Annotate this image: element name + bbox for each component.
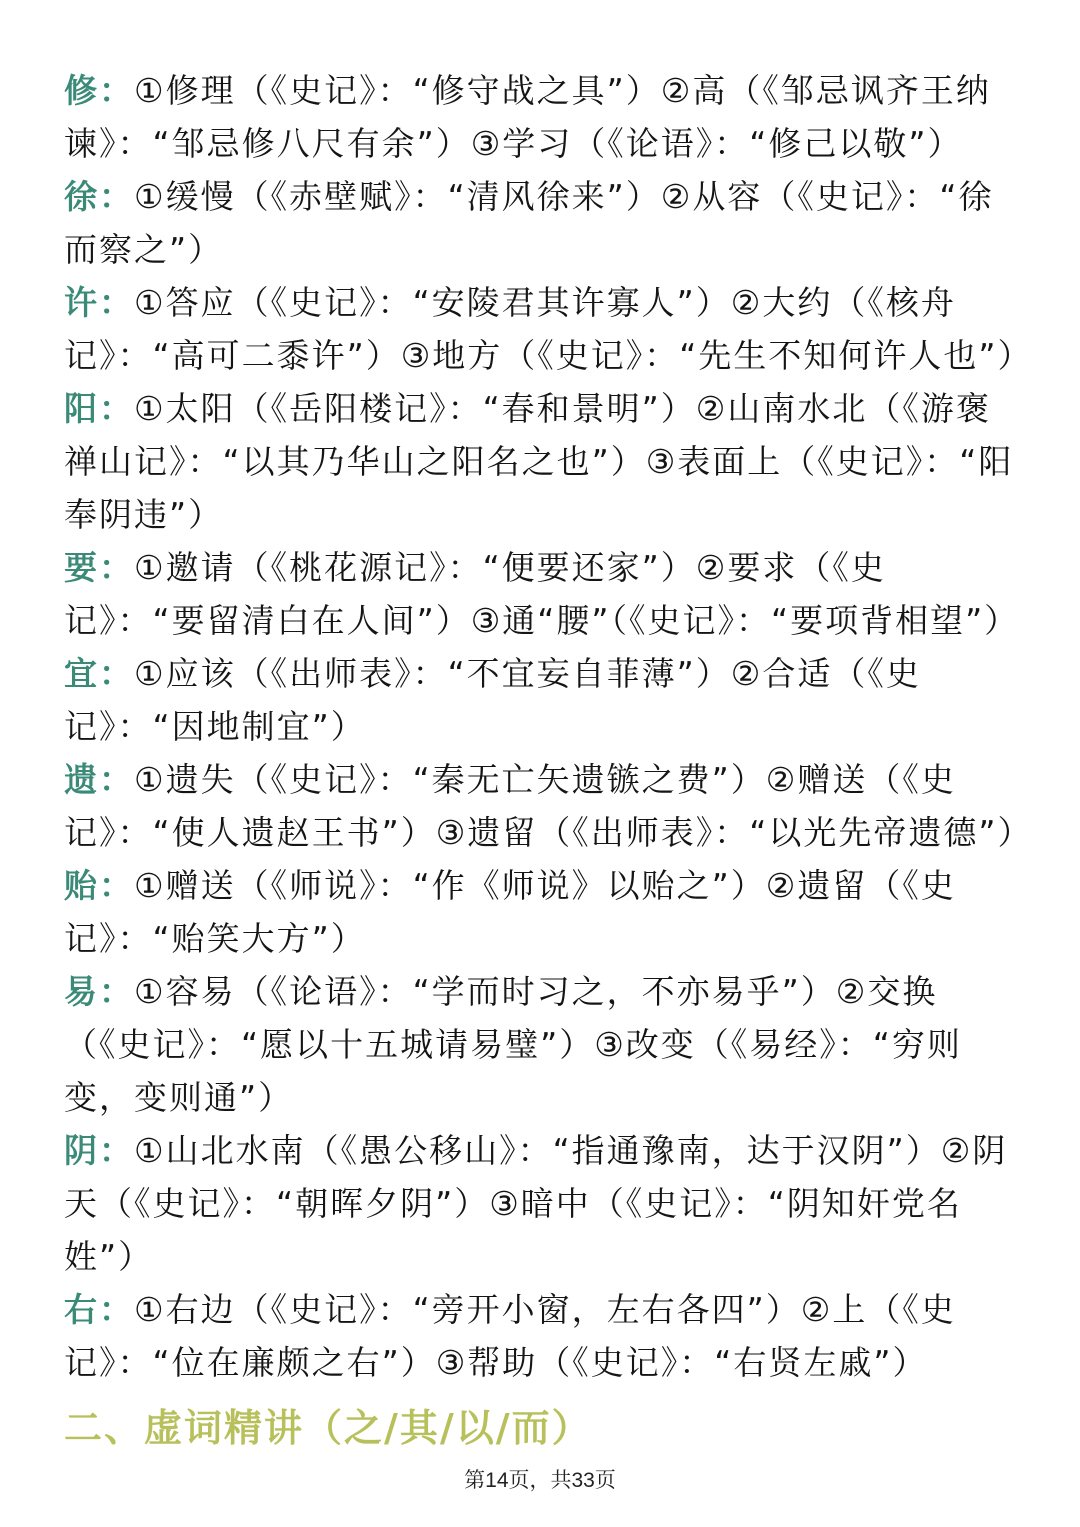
- entry-body: ①修理（《史记》：“修守战之具”）②高（《邹忌讽齐王纳谏》：“邹忌修八尺有余”）③学习（《论语》：“修己以敬”）: [64, 71, 991, 163]
- section-heading: 二、虚词精讲（之/其/以/而）: [64, 1406, 592, 1450]
- entry-body: ①遗失（《史记》：“秦无亡矢遗镞之费”）②赠送（《史记》：“使人遗赵王书”）③遗留（《出师表》：“以光先帝遗德”）: [64, 760, 1033, 852]
- entry-head: 宜：: [64, 654, 134, 693]
- entry-head: 易：: [64, 972, 134, 1011]
- entry-body: ①太阳（《岳阳楼记》：“春和景明”）②山南水北（《游褒禅山记》：“以其乃华山之阳名之也”）③表面上（《史记》：“阳奉阴违”）: [64, 389, 1014, 534]
- entry-body: ①答应（《史记》：“安陵君其许寡人”）②大约（《核舟记》：“高可二黍许”）③地方（《史记》：“先生不知何许人也”）: [64, 283, 1033, 375]
- entry-you: [64, 1283, 1018, 1389]
- entry-body: ①右边（《史记》：“旁开小窗，左右各四”）②上（《史记》：“位在廉颇之右”）③帮助（《史记》：“右贤左戚”）: [64, 1290, 956, 1382]
- entry-body: ①应该（《出师表》：“不宜妄自菲薄”）②合适（《史记》：“因地制宜”）: [64, 654, 921, 746]
- entry-head: 右：: [64, 1290, 134, 1329]
- entry-xu-allow: [64, 276, 1033, 382]
- entry-head: 徐：: [64, 177, 134, 216]
- entry-xiu: [64, 64, 1018, 170]
- entry-yi-give: [64, 859, 1018, 965]
- entry-head: 许：: [64, 283, 134, 322]
- entry-head: 阴：: [64, 1131, 134, 1170]
- entry-head: 阳：: [64, 389, 134, 428]
- entry-head: 贻：: [64, 866, 134, 905]
- entry-yi-easy: [64, 965, 1018, 1124]
- entry-body: ①容易（《论语》：“学而时习之，不亦易乎”）②交换（《史记》：“愿以十五城请易璧”）③改变（《易经》：“穷则变，变则通”）: [64, 972, 962, 1117]
- entry-body: ①缓慢（《赤壁赋》：“清风徐来”）②从容（《史记》：“徐而察之”）: [64, 177, 994, 269]
- entry-head: 修：: [64, 71, 134, 110]
- entry-yang: [64, 382, 1018, 541]
- page-number-footer: 第14页，共33页: [464, 1469, 616, 1492]
- entry-body: ①山北水南（《愚公移山》：“指通豫南，达于汉阴”）②阴天（《史记》：“朝晖夕阴”）③暗中（《史记》：“阴知奸党名姓”）: [64, 1131, 1008, 1276]
- entry-yin: [64, 1124, 1018, 1283]
- entry-yi-should: [64, 647, 1018, 753]
- entry-yao: [64, 541, 1018, 647]
- entry-body: ①赠送（《师说》：“作《师说》以贻之”）②遗留（《史记》：“贻笑大方”）: [64, 866, 956, 958]
- entry-xu: [64, 170, 1018, 276]
- entry-yi-lose: [64, 753, 1033, 859]
- entries-list: [64, 64, 1033, 1389]
- entry-head: 遗：: [64, 760, 134, 799]
- entry-body: ①邀请（《桃花源记》：“便要还家”）②要求（《史记》：“要留清白在人间”）③通“腰”（《史记》：“要项背相望”）: [64, 548, 1020, 640]
- entry-head: 要：: [64, 548, 134, 587]
